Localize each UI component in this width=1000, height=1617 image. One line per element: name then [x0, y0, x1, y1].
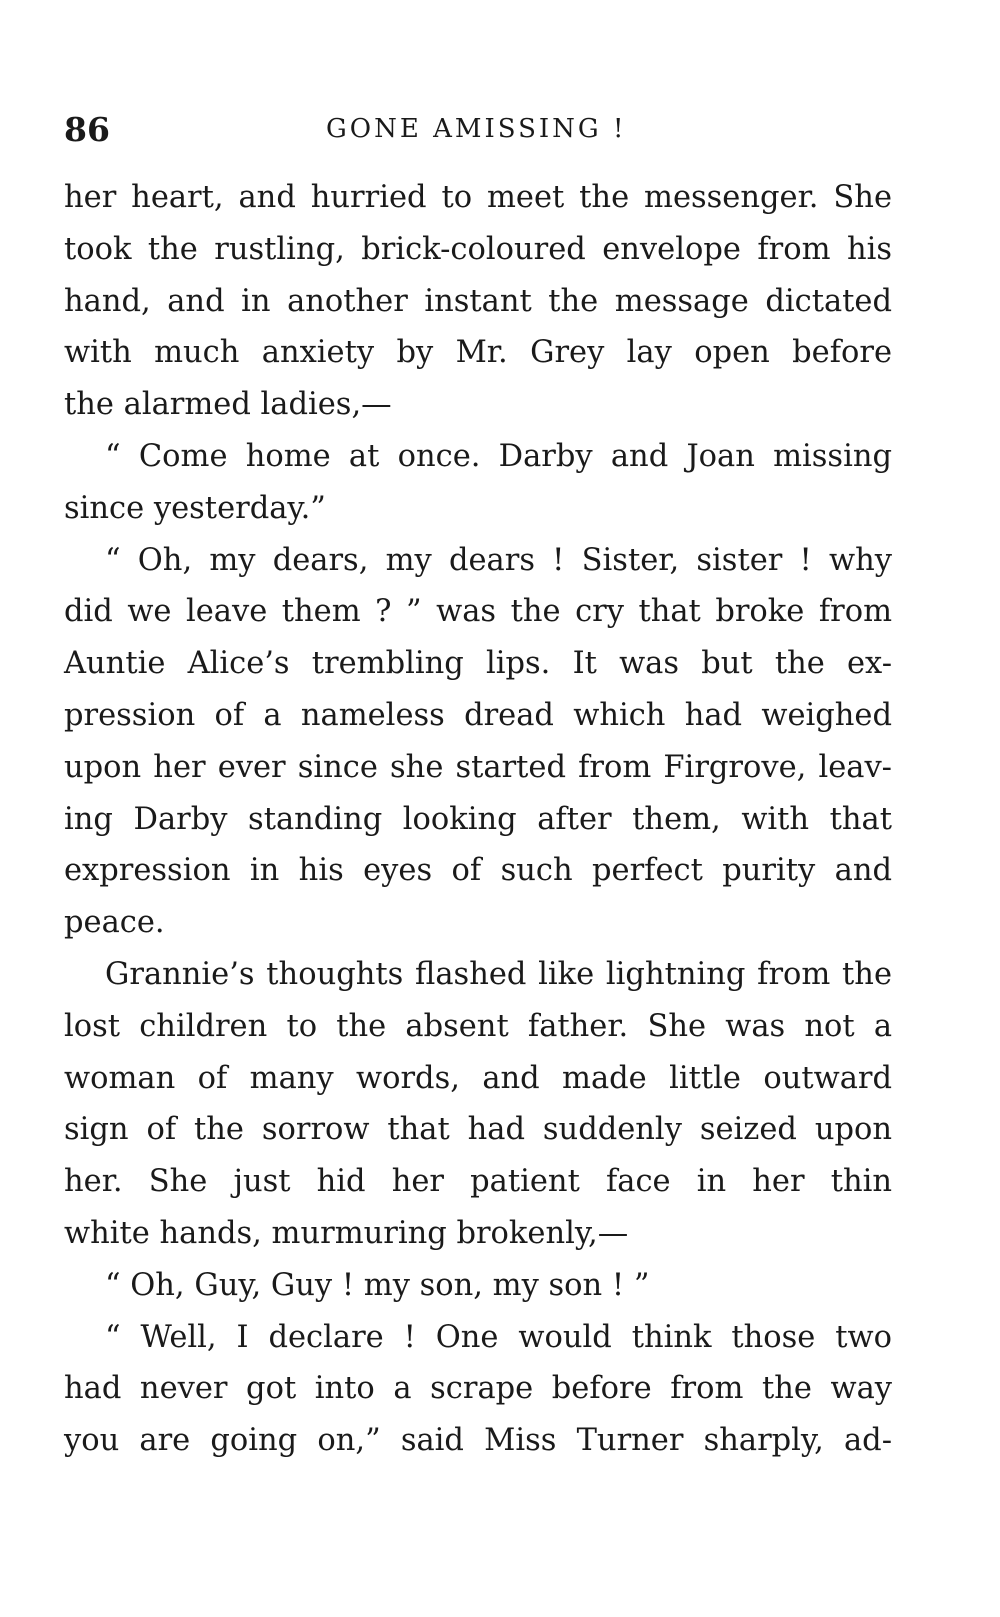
- text-line: expression in his eyes of such perfect purity and: [64, 853, 892, 889]
- text-line: woman of many words, and made little outward: [64, 1060, 892, 1096]
- text-line: pression of a nameless dread which had weighed: [64, 697, 892, 733]
- text-line: sign of the sorrow that had suddenly seized upon: [64, 1112, 892, 1148]
- text-line: upon her ever since she started from Firgrove, leav-: [64, 749, 892, 785]
- text-line: her. She just hid her patient face in her thin: [64, 1164, 892, 1200]
- text-line: ing Darby standing looking after them, with that: [64, 801, 892, 837]
- text-line: “ Oh, my dears, my dears ! Sister, sister ! why: [105, 542, 892, 578]
- text-line: had never got into a scrape before from the way: [64, 1371, 892, 1407]
- text-line: did we leave them ? ” was the cry that broke from: [64, 594, 892, 630]
- text-line: with much anxiety by Mr. Grey lay open before: [64, 335, 892, 371]
- text-line: you are going on,” said Miss Turner sharply, ad-: [64, 1423, 892, 1459]
- running-title: GONE AMISSING !: [326, 114, 627, 144]
- text-line: Auntie Alice’s trembling lips. It was but the ex-: [64, 646, 892, 682]
- text-line: her heart, and hurried to meet the messenger. She: [64, 180, 892, 215]
- text-line: Grannie’s thoughts flashed like lightning from the: [105, 956, 892, 992]
- text-line: lost children to the absent father. She was not a: [64, 1008, 892, 1044]
- text-line: white hands, murmuring brokenly,—: [64, 1215, 629, 1251]
- text-line: “ Come home at once. Darby and Joan missing: [105, 438, 892, 474]
- book-page: [64, 108, 892, 1467]
- text-line: took the rustling, brick-coloured envelope from his: [64, 231, 892, 267]
- page-number: 86: [64, 110, 110, 149]
- text-line: the alarmed ladies,—: [64, 387, 392, 423]
- text-line: “ Well, I declare ! One would think those two: [105, 1319, 892, 1355]
- body-text: [64, 172, 892, 1467]
- text-line: since yesterday.”: [64, 490, 326, 526]
- text-line: hand, and in another instant the message dictated: [64, 283, 892, 319]
- text-line: peace.: [64, 905, 165, 941]
- running-head: [64, 108, 892, 156]
- text-line: “ Oh, Guy, Guy ! my son, my son ! ”: [105, 1267, 650, 1303]
